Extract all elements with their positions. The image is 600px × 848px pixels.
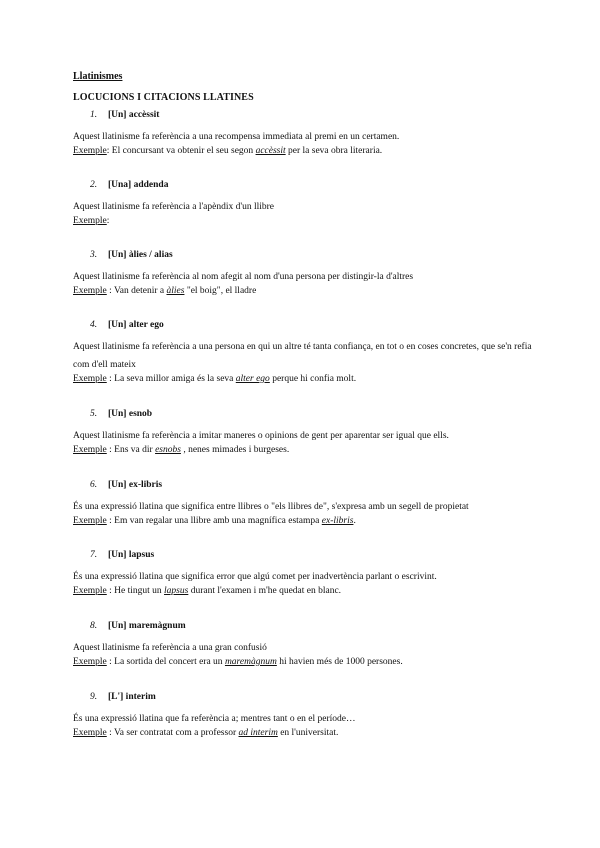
example-separator: : [106,445,115,455]
entry-term: [Una] addenda [108,180,169,190]
entry-definition: Aquest llatinisme fa referència a una recompensa immediata al premi en un certamen. [73,132,400,142]
example-label: Exemple [73,516,107,526]
entry-term: [Un] esnob [108,409,153,419]
entry-number: 9. [90,692,98,702]
example-separator: : [106,146,112,156]
entry-example [73,146,382,156]
example-separator: : [106,657,115,667]
example-text: Em van regalar una llibre amb una magnífica estampa [114,516,322,526]
entry-heading [90,320,164,330]
entry-example [73,516,356,526]
entry-definition: És una expressió llatina que fa referència a; mentres tant o en el període… [73,714,356,724]
example-keyword: àlies [166,286,185,296]
example-text-end: , nenes mimades i burgeses. [180,445,290,455]
example-keyword: accèssit [255,146,286,156]
example-label: Exemple [73,216,107,226]
example-text-end: . [353,516,356,526]
entry-heading [90,110,159,120]
entry-number: 1. [90,110,98,120]
example-text-end: per la seva obra literaria. [285,146,383,156]
example-label: Exemple [73,586,107,596]
entry-heading [90,480,162,490]
entry-example [73,216,109,226]
entry-example [73,657,403,667]
example-keyword: alter ego [235,374,270,384]
example-text-end: perque hi confia molt. [269,374,357,384]
entry-term: [Un] lapsus [108,550,155,560]
example-separator: : [106,216,110,226]
example-keyword: ad interim [238,728,278,738]
entry-term: [Un] ex-libris [108,480,163,490]
example-text-end: "el boig", el lladre [184,286,257,296]
entry-example [73,286,256,296]
entry-number: 5. [90,409,98,419]
entry-number: 7. [90,550,98,560]
entry-example [73,586,341,596]
example-keyword: maremàgnum [224,657,277,667]
entry-heading [90,180,168,190]
entry-example [73,445,289,455]
entry-heading [90,250,173,260]
example-text: Van detenir a [113,286,167,296]
example-text: Ens va dir [114,445,156,455]
example-separator: : [106,728,114,738]
entry-number: 4. [90,320,98,330]
entry-definition: És una expressió llatina que significa error que algú comet per inadvertència parlant o escrivint. [73,572,437,582]
example-label: Exemple [73,146,107,156]
entry-term: [Un] accèssit [108,110,160,120]
example-text: He tingut un [114,586,165,596]
entry-number: 2. [90,180,98,190]
example-text-end: en l'universitat. [277,728,339,738]
example-separator: : [106,286,114,296]
entry-term: [L'] interim [108,692,156,702]
example-label: Exemple [73,657,107,667]
entry-definition: Aquest llatinisme fa referència a imitar maneres o opinions de gent per aparentar ser igual que ells. [73,431,449,441]
entry-definition: Aquest llatinisme fa referència a una persona en qui un altre té tanta confiança, en tot o en coses concretes, que se'n refia com d'ell mateix [73,342,532,370]
entry-example [73,374,356,384]
example-text-end: durant l'examen i m'he quedat en blanc. [188,586,342,596]
example-label: Exemple [73,728,107,738]
example-text-end: hi havien més de 1000 persones. [276,657,403,667]
example-keyword: lapsus [164,586,189,596]
example-text: El concursant va obtenir el seu segon [111,146,256,156]
example-keyword: esnobs [155,445,181,455]
entry-number: 6. [90,480,98,490]
example-label: Exemple [73,374,107,384]
example-separator: : [106,516,115,526]
document-subtitle: LOCUCIONS I CITACIONS LLATINES [73,92,254,103]
example-label: Exemple [73,445,107,455]
entry-number: 8. [90,621,98,631]
entry-heading [90,692,156,702]
entry-heading [90,409,152,419]
entry-term: [Un] maremàgnum [108,621,186,631]
entry-definition: És una expressió llatina que significa entre llibres o "els llibres de", s'expresa amb un segell de propietat [73,502,469,512]
entry-term: [Un] àlies / alias [108,250,173,260]
example-keyword: ex-libris [321,516,354,526]
entry-definition: Aquest llatinisme fa referència al nom afegit al nom d'una persona per distingir-la d'altres [73,272,414,282]
example-separator: : [106,374,115,384]
example-separator: : [106,586,115,596]
example-text: Va ser contratat com a professor [113,728,239,738]
document-title: Llatinismes [73,71,123,82]
entry-example [73,728,338,738]
entry-term: [Un] alter ego [108,320,164,330]
entry-heading [90,550,154,560]
entry-definition: Aquest llatinisme fa referència a una gran confusió [73,643,267,653]
example-text: La seva millor amiga és la seva [114,374,236,384]
entry-heading [90,621,186,631]
example-text: La sortida del concert era un [114,657,225,667]
example-label: Exemple [73,286,107,296]
entry-definition: Aquest llatinisme fa referència a l'apèndix d'un llibre [73,202,274,212]
entry-number: 3. [90,250,98,260]
